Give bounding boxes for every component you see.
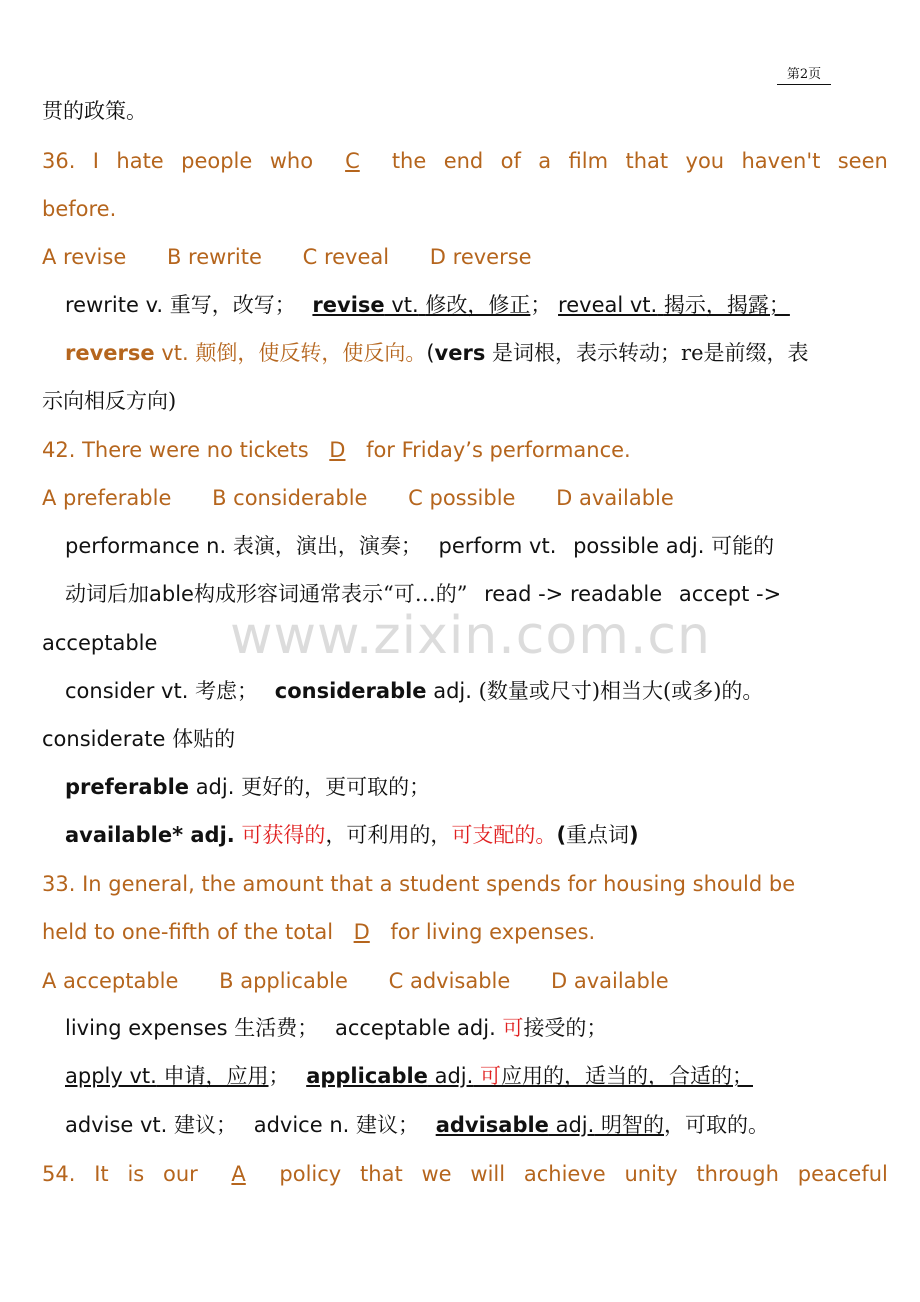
option-c: C reveal xyxy=(302,245,390,269)
word: you xyxy=(685,149,725,173)
answer-blank: D xyxy=(353,920,370,944)
question-42 xyxy=(42,435,888,465)
note-text: 更好的，更可取的； xyxy=(241,775,431,799)
note-text: perform vt. xyxy=(438,534,557,558)
note-text: ( xyxy=(556,823,567,847)
note-text: read -> readable xyxy=(484,582,663,606)
note-text: ； xyxy=(268,1064,290,1088)
word: that xyxy=(360,1162,403,1186)
note-text: 可能的 xyxy=(711,534,775,558)
note-text: 申请，应用 xyxy=(163,1064,269,1088)
note-text: adj. xyxy=(427,1064,474,1088)
keyword: preferable xyxy=(65,775,190,799)
question-text: 42. There were no tickets xyxy=(42,438,316,462)
option-c: C possible xyxy=(408,486,516,510)
note-line xyxy=(65,676,888,706)
keyword: considerable xyxy=(274,679,427,703)
option-b: B applicable xyxy=(219,969,348,993)
note-text: ； xyxy=(530,293,552,317)
note-line xyxy=(65,290,888,320)
word: It xyxy=(94,1162,109,1186)
note-text: 明智的 xyxy=(601,1113,664,1137)
page-number: 第2页 xyxy=(777,66,831,85)
option-d: D reverse xyxy=(429,245,532,269)
note-text: (数量或尺寸)相当大(或多)的。 xyxy=(478,679,764,703)
keyword: available* adj. xyxy=(65,823,235,847)
option-c: C advisable xyxy=(388,969,511,993)
keyword: applicable xyxy=(306,1064,428,1088)
option-b: B rewrite xyxy=(166,245,262,269)
note-text: performance n. xyxy=(65,534,227,558)
note-text: 体贴的 xyxy=(172,727,236,751)
option-d: D available xyxy=(556,486,674,510)
word: seen xyxy=(837,149,888,173)
note-text: 重点词 xyxy=(566,823,630,847)
note-text: considerate xyxy=(42,727,166,751)
word: a xyxy=(538,149,552,173)
keyword: reverse xyxy=(65,341,155,365)
note-line xyxy=(65,579,888,609)
word: peaceful xyxy=(797,1162,888,1186)
note-text: vt. xyxy=(154,341,189,365)
note-text: 颠倒，使反转，使反向。 xyxy=(195,341,427,365)
note-text: 生活费； xyxy=(234,1016,319,1040)
question-36-options xyxy=(42,242,888,272)
note-text: consider vt. xyxy=(65,679,189,703)
note-line xyxy=(65,772,888,802)
note-text: 考虑； xyxy=(195,679,259,703)
note-line xyxy=(65,1061,888,1091)
word: people xyxy=(181,149,253,173)
note-text: 是词根，表示转动；re是前缀，表 xyxy=(492,341,809,365)
note-text: 接受的； xyxy=(523,1016,608,1040)
answer-blank: D xyxy=(329,438,346,462)
word: haven't xyxy=(741,149,821,173)
word: our xyxy=(163,1162,198,1186)
question-text: for living expenses. xyxy=(383,920,596,944)
note-line: acceptable xyxy=(42,631,158,655)
answer-blank: C xyxy=(345,149,360,173)
option-a: A preferable xyxy=(42,486,172,510)
question-36 xyxy=(42,146,888,176)
note-text: able xyxy=(149,582,194,606)
note-line xyxy=(65,1013,888,1043)
word: achieve xyxy=(523,1162,606,1186)
word: of xyxy=(500,149,521,173)
word: hate xyxy=(116,149,164,173)
word: policy xyxy=(279,1162,342,1186)
question-33-cont xyxy=(42,917,888,947)
word: who xyxy=(269,149,314,173)
answer-blank: A xyxy=(231,1162,246,1186)
note-line xyxy=(65,338,888,368)
note-text: ( xyxy=(426,341,435,365)
word: film xyxy=(568,149,609,173)
note-text: advise vt. xyxy=(65,1113,168,1137)
note-text: possible adj. xyxy=(573,534,705,558)
note-text: 揭示，揭露； xyxy=(663,293,790,317)
note-text: 构成形容词通常表示“可…的” xyxy=(193,582,468,606)
note-text: 修改，修正 xyxy=(425,293,531,317)
word: the xyxy=(391,149,427,173)
note-text: living expenses xyxy=(65,1016,228,1040)
note-text: ，可利用的， xyxy=(325,823,452,847)
question-33: 33. In general, the amount that a student spends for housing should be xyxy=(42,872,796,896)
note-text: reveal vt. xyxy=(558,293,658,317)
note-text: adj. xyxy=(189,775,235,799)
question-54 xyxy=(42,1159,888,1189)
word: is xyxy=(127,1162,145,1186)
note-line xyxy=(42,724,888,754)
note-text: rewrite v. xyxy=(65,293,164,317)
option-b: B considerable xyxy=(212,486,368,510)
option-d: D available xyxy=(551,969,669,993)
keyword: revise xyxy=(312,293,385,317)
note-text: apply vt. xyxy=(65,1064,157,1088)
note-text: 可支配的。 xyxy=(451,823,557,847)
word: end xyxy=(443,149,484,173)
question-36-cont: before. xyxy=(42,197,117,221)
note-text: 应用的，适当的，合适的； xyxy=(501,1064,753,1088)
word: unity xyxy=(624,1162,678,1186)
note-text: ，可取的。 xyxy=(664,1113,769,1137)
note-text: accept -> xyxy=(678,582,782,606)
note-line: 示向相反方向) xyxy=(42,389,177,413)
note-text: adj. xyxy=(426,679,472,703)
note-text: 可 xyxy=(502,1016,524,1040)
word: 54. xyxy=(42,1162,76,1186)
note-text: acceptable adj. xyxy=(334,1016,496,1040)
keyword: vers xyxy=(434,341,486,365)
word: that xyxy=(625,149,669,173)
note-text: vt. xyxy=(384,293,419,317)
note-text: 可 xyxy=(480,1064,501,1088)
word: we xyxy=(421,1162,452,1186)
note-line xyxy=(65,820,888,850)
note-text: 可获得的 xyxy=(241,823,326,847)
note-line xyxy=(65,531,888,561)
option-a: A acceptable xyxy=(42,969,179,993)
note-text: 表演，演出，演奏； xyxy=(232,534,422,558)
question-33-options xyxy=(42,966,888,996)
word: will xyxy=(470,1162,506,1186)
question-42-options xyxy=(42,483,888,513)
option-a: A revise xyxy=(42,245,127,269)
text-line: 贯的政策。 xyxy=(42,99,147,123)
question-text: for Friday’s performance. xyxy=(359,438,631,462)
note-text: advice n. xyxy=(253,1113,350,1137)
word: I xyxy=(92,149,99,173)
watermark: www.zixin.com.cn xyxy=(230,606,711,666)
keyword: advisable xyxy=(435,1113,549,1137)
note-text: adj. xyxy=(548,1113,595,1137)
note-text: 动词后加 xyxy=(65,582,149,606)
note-text: 建议； xyxy=(174,1113,238,1137)
word: 36. xyxy=(42,149,76,173)
question-text: held to one-fifth of the total xyxy=(42,920,340,944)
note-text: ) xyxy=(629,823,639,847)
note-text: 重写，改写； xyxy=(169,293,296,317)
note-line xyxy=(65,1110,888,1140)
note-text: 建议； xyxy=(356,1113,419,1137)
word: through xyxy=(696,1162,779,1186)
